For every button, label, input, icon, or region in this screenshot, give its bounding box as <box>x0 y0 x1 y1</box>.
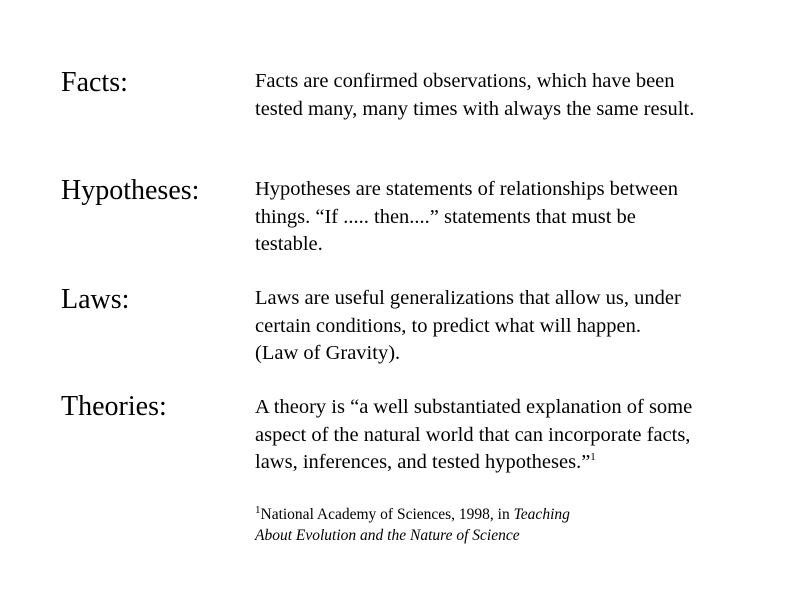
definition-line-text: laws, inferences, and tested hypotheses.” <box>255 451 591 473</box>
definition-line <box>255 449 790 477</box>
definition-theories <box>255 394 790 477</box>
footnote-marker: 1 <box>590 451 596 464</box>
citation-source: National Academy of Sciences, 1998, in <box>260 506 514 523</box>
citation-marker: 1 <box>255 503 261 516</box>
definition-line: Facts are confirmed observations, which have been <box>255 70 675 92</box>
citation-line <box>255 504 570 525</box>
definition-line: (Law of Gravity). <box>255 342 401 364</box>
citation-title-part1: Teaching <box>513 506 570 523</box>
definition-line: A theory is “a well substantiated explanation of some <box>255 396 693 418</box>
term-theories: Theories: <box>61 391 167 422</box>
citation <box>255 504 570 546</box>
definition-line: tested many, many times with always the same result. <box>255 97 695 120</box>
definition-hypotheses <box>255 176 790 259</box>
citation-line <box>255 525 570 546</box>
definition-line: Hypotheses are statements of relationships between <box>255 178 678 200</box>
definition-line: testable. <box>255 233 323 255</box>
definition-facts <box>255 68 790 123</box>
term-hypotheses: Hypotheses: <box>61 175 200 206</box>
citation-title-part2: About Evolution and the Nature of Science <box>255 527 520 544</box>
definition-line: aspect of the natural world that can incorporate facts, <box>255 423 691 446</box>
definition-line: things. “If ..... then....” statements that must be <box>255 205 636 228</box>
term-facts: Facts: <box>61 67 128 98</box>
term-laws: Laws: <box>61 284 130 315</box>
definition-line: Laws are useful generalizations that allow us, under <box>255 287 681 309</box>
definition-laws <box>255 285 790 368</box>
definition-line: certain conditions, to predict what will happen. <box>255 314 641 337</box>
